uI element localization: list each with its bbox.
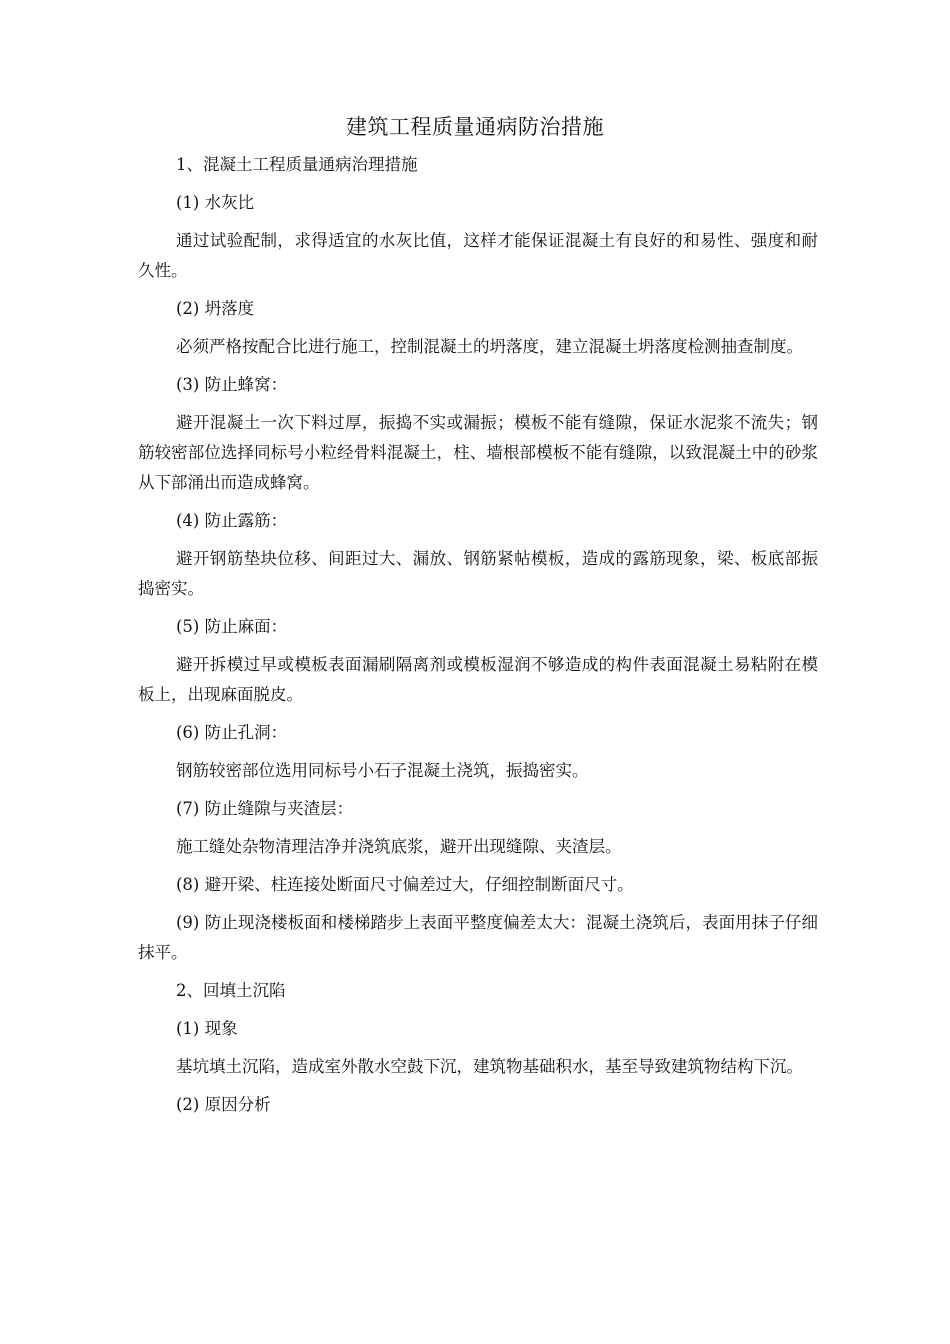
subsection-item: (8) 避开梁、柱连接处断面尺寸偏差过大，仔细控制断面尺寸。 xyxy=(176,875,634,894)
subsection-heading: (2) 原因分析 xyxy=(176,1095,271,1114)
body-paragraph: 避开拆模过早或模板表面漏刷隔离剂或模板湿润不够造成的构件表面混凝土易粘附在模板上，出现麻面脱皮。 xyxy=(138,655,818,704)
section-heading: 2、回填土沉陷 xyxy=(176,981,286,1000)
body-paragraph: 避开钢筋垫块位移、间距过大、漏放、钢筋紧帖模板，造成的露筋现象，梁、板底部振捣密实。 xyxy=(138,549,818,598)
document-body xyxy=(138,150,818,1128)
document-title: 建筑工程质量通病防治措施 xyxy=(346,115,604,139)
subsection-item: (9) 防止现浇楼板面和楼梯踏步上表面平整度偏差太大：混凝土浇筑后，表面用抹子仔细抹平。 xyxy=(138,913,818,962)
subsection-heading: (1) 水灰比 xyxy=(176,193,255,212)
subsection-heading: (7) 防止缝隙与夹渣层： xyxy=(176,799,354,818)
body-paragraph: 施工缝处杂物清理洁净并浇筑底浆，避开出现缝隙、夹渣层。 xyxy=(176,837,622,856)
section-heading: 1、混凝土工程质量通病治理措施 xyxy=(176,155,418,174)
subsection-heading: (6) 防止孔洞： xyxy=(176,723,288,742)
body-paragraph: 基坑填土沉陷，造成室外散水空鼓下沉，建筑物基础积水，基至导致建筑物结构下沉。 xyxy=(176,1057,803,1076)
body-paragraph: 钢筋较密部位选用同标号小石子混凝土浇筑，振捣密实。 xyxy=(176,761,589,780)
body-paragraph: 避开混凝土一次下料过厚，振捣不实或漏振；模板不能有缝隙，保证水泥浆不流失；钢筋较密部位选择同标号小粒经骨料混凝土，柱、墙根部模板不能有缝隙，以致混凝土中的砂浆从下部涌出而造成蜂窝。 xyxy=(138,413,818,492)
subsection-heading: (5) 防止麻面： xyxy=(176,617,288,636)
body-paragraph: 必须严格按配合比进行施工，控制混凝土的坍落度，建立混凝土坍落度检测抽查制度。 xyxy=(176,337,803,356)
subsection-heading: (1) 现象 xyxy=(176,1019,238,1038)
body-paragraph: 通过试验配制，求得适宜的水灰比值，这样才能保证混凝土有良好的和易性、强度和耐久性。 xyxy=(138,231,818,280)
subsection-heading: (4) 防止露筋： xyxy=(176,511,288,530)
subsection-heading: (3) 防止蜂窝： xyxy=(176,375,288,394)
subsection-heading: (2) 坍落度 xyxy=(176,299,255,318)
